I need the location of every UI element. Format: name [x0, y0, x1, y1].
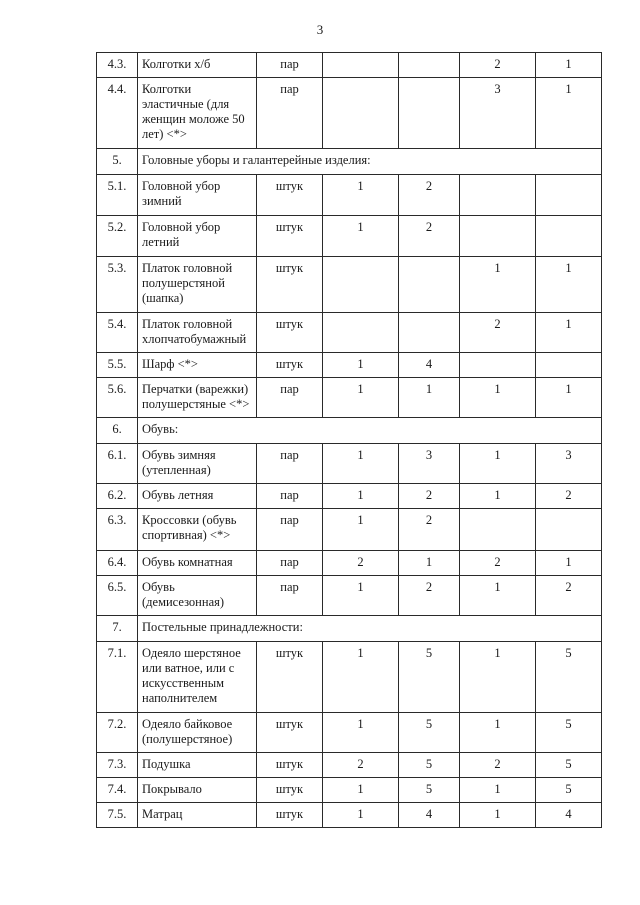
table-row	[97, 257, 602, 313]
row-number: 7.5.	[97, 803, 138, 828]
row-number: 5.1.	[97, 175, 138, 216]
unit-of-measure: пар	[257, 444, 323, 484]
item-name: Платок головной полушерстяной (шапка)	[138, 257, 257, 313]
table-row	[97, 576, 602, 616]
norm-value-3	[460, 216, 536, 257]
unit-of-measure: пар	[257, 551, 323, 576]
norm-value-1	[323, 313, 399, 353]
unit-of-measure: пар	[257, 484, 323, 509]
table-row	[97, 551, 602, 576]
item-name: Платок головной хлопчатобумажный	[138, 313, 257, 353]
norm-value-3: 1	[460, 713, 536, 753]
clothing-norms-table	[96, 52, 602, 828]
row-number: 6.2.	[97, 484, 138, 509]
unit-of-measure: штук	[257, 175, 323, 216]
norm-value-1: 1	[323, 484, 399, 509]
unit-of-measure: штук	[257, 257, 323, 313]
norm-value-2: 2	[399, 576, 460, 616]
norm-value-4	[536, 509, 602, 551]
row-number: 6.4.	[97, 551, 138, 576]
table-row	[97, 78, 602, 149]
norm-value-3: 3	[460, 78, 536, 149]
table-body	[97, 53, 602, 828]
row-number: 5.2.	[97, 216, 138, 257]
norm-value-1	[323, 53, 399, 78]
row-number: 5.	[97, 149, 138, 175]
norm-value-3: 2	[460, 53, 536, 78]
row-number: 6.5.	[97, 576, 138, 616]
item-name: Головной убор зимний	[138, 175, 257, 216]
norm-value-3: 2	[460, 313, 536, 353]
table-row	[97, 175, 602, 216]
table-row	[97, 803, 602, 828]
item-name: Шарф <*>	[138, 353, 257, 378]
norm-value-1: 1	[323, 378, 399, 418]
norm-value-3: 1	[460, 803, 536, 828]
table-row	[97, 353, 602, 378]
section-row	[97, 418, 602, 444]
table-row	[97, 216, 602, 257]
item-name: Обувь (демисезонная)	[138, 576, 257, 616]
table-row	[97, 778, 602, 803]
table-row	[97, 313, 602, 353]
unit-of-measure: штук	[257, 313, 323, 353]
row-number: 6.3.	[97, 509, 138, 551]
norm-value-2: 2	[399, 484, 460, 509]
item-name: Одеяло байковое (полушерстяное)	[138, 713, 257, 753]
norm-value-3: 2	[460, 551, 536, 576]
row-number: 4.3.	[97, 53, 138, 78]
item-name: Покрывало	[138, 778, 257, 803]
unit-of-measure: штук	[257, 753, 323, 778]
norm-value-3: 2	[460, 753, 536, 778]
unit-of-measure: штук	[257, 803, 323, 828]
norm-value-4: 3	[536, 444, 602, 484]
norm-value-3: 1	[460, 257, 536, 313]
table-row	[97, 484, 602, 509]
norm-value-3: 1	[460, 642, 536, 713]
row-number: 5.4.	[97, 313, 138, 353]
norm-value-1	[323, 78, 399, 149]
item-name: Колготки эластичные (для женщин моложе 50 лет) <*>	[138, 78, 257, 149]
norm-value-1: 1	[323, 576, 399, 616]
norm-value-2: 5	[399, 778, 460, 803]
norm-value-2: 5	[399, 642, 460, 713]
item-name: Обувь комнатная	[138, 551, 257, 576]
table-row	[97, 753, 602, 778]
norm-value-2: 2	[399, 216, 460, 257]
section-title: Постельные принадлежности:	[138, 616, 602, 642]
item-name: Обувь летняя	[138, 484, 257, 509]
row-number: 7.	[97, 616, 138, 642]
norm-value-4: 1	[536, 551, 602, 576]
row-number: 7.4.	[97, 778, 138, 803]
unit-of-measure: пар	[257, 378, 323, 418]
item-name: Кроссовки (обувь спортивная) <*>	[138, 509, 257, 551]
unit-of-measure: штук	[257, 713, 323, 753]
unit-of-measure: пар	[257, 509, 323, 551]
row-number: 6.1.	[97, 444, 138, 484]
table-row	[97, 713, 602, 753]
table-row	[97, 509, 602, 551]
unit-of-measure: штук	[257, 353, 323, 378]
norm-value-1	[323, 257, 399, 313]
norm-value-4	[536, 216, 602, 257]
row-number: 7.2.	[97, 713, 138, 753]
norm-value-3	[460, 353, 536, 378]
norm-value-3: 1	[460, 378, 536, 418]
norm-value-3	[460, 509, 536, 551]
item-name: Одеяло шерстяное или ватное, или с искусственным наполнителем	[138, 642, 257, 713]
unit-of-measure: пар	[257, 53, 323, 78]
table-row	[97, 53, 602, 78]
norm-value-4: 5	[536, 642, 602, 713]
unit-of-measure: штук	[257, 216, 323, 257]
norm-value-1: 1	[323, 713, 399, 753]
row-number: 5.5.	[97, 353, 138, 378]
norm-value-3: 1	[460, 484, 536, 509]
norm-value-3: 1	[460, 576, 536, 616]
row-number: 7.3.	[97, 753, 138, 778]
item-name: Головной убор летний	[138, 216, 257, 257]
norm-value-1: 1	[323, 216, 399, 257]
norm-value-4: 1	[536, 78, 602, 149]
section-row	[97, 149, 602, 175]
norm-value-1: 1	[323, 353, 399, 378]
norm-value-1: 2	[323, 753, 399, 778]
norm-value-2: 3	[399, 444, 460, 484]
norm-value-4: 1	[536, 257, 602, 313]
norm-value-2: 1	[399, 551, 460, 576]
item-name: Матрац	[138, 803, 257, 828]
norm-value-4	[536, 353, 602, 378]
norm-value-1: 1	[323, 803, 399, 828]
norm-value-2	[399, 78, 460, 149]
norm-value-3	[460, 175, 536, 216]
norm-value-2: 2	[399, 509, 460, 551]
norm-value-4: 2	[536, 484, 602, 509]
unit-of-measure: пар	[257, 576, 323, 616]
norm-value-1: 1	[323, 175, 399, 216]
norm-value-1: 2	[323, 551, 399, 576]
norm-value-2	[399, 313, 460, 353]
norm-value-4: 5	[536, 753, 602, 778]
norm-value-1: 1	[323, 444, 399, 484]
item-name: Колготки х/б	[138, 53, 257, 78]
norm-value-3: 1	[460, 778, 536, 803]
norm-value-2: 4	[399, 803, 460, 828]
unit-of-measure: штук	[257, 778, 323, 803]
unit-of-measure: пар	[257, 78, 323, 149]
table-row	[97, 378, 602, 418]
norm-value-4: 5	[536, 713, 602, 753]
norm-value-2: 5	[399, 713, 460, 753]
row-number: 4.4.	[97, 78, 138, 149]
row-number: 5.3.	[97, 257, 138, 313]
table-row	[97, 444, 602, 484]
norm-value-2	[399, 257, 460, 313]
norm-value-3: 1	[460, 444, 536, 484]
unit-of-measure: штук	[257, 642, 323, 713]
row-number: 6.	[97, 418, 138, 444]
norm-value-4: 5	[536, 778, 602, 803]
section-row	[97, 616, 602, 642]
norm-value-1: 1	[323, 642, 399, 713]
norm-value-4	[536, 175, 602, 216]
item-name: Перчатки (варежки) полушерстяные <*>	[138, 378, 257, 418]
norm-value-4: 2	[536, 576, 602, 616]
norm-value-4: 1	[536, 313, 602, 353]
item-name: Подушка	[138, 753, 257, 778]
norm-value-2: 5	[399, 753, 460, 778]
table-row	[97, 642, 602, 713]
norm-value-4: 4	[536, 803, 602, 828]
norm-value-4: 1	[536, 378, 602, 418]
page-number: 3	[316, 22, 324, 37]
row-number: 7.1.	[97, 642, 138, 713]
section-title: Обувь:	[138, 418, 602, 444]
norm-value-2: 4	[399, 353, 460, 378]
norm-value-2: 1	[399, 378, 460, 418]
row-number: 5.6.	[97, 378, 138, 418]
item-name: Обувь зимняя (утепленная)	[138, 444, 257, 484]
norm-value-1: 1	[323, 778, 399, 803]
norm-value-2	[399, 53, 460, 78]
section-title: Головные уборы и галантерейные изделия:	[138, 149, 602, 175]
norm-value-2: 2	[399, 175, 460, 216]
norm-value-1: 1	[323, 509, 399, 551]
norm-value-4: 1	[536, 53, 602, 78]
